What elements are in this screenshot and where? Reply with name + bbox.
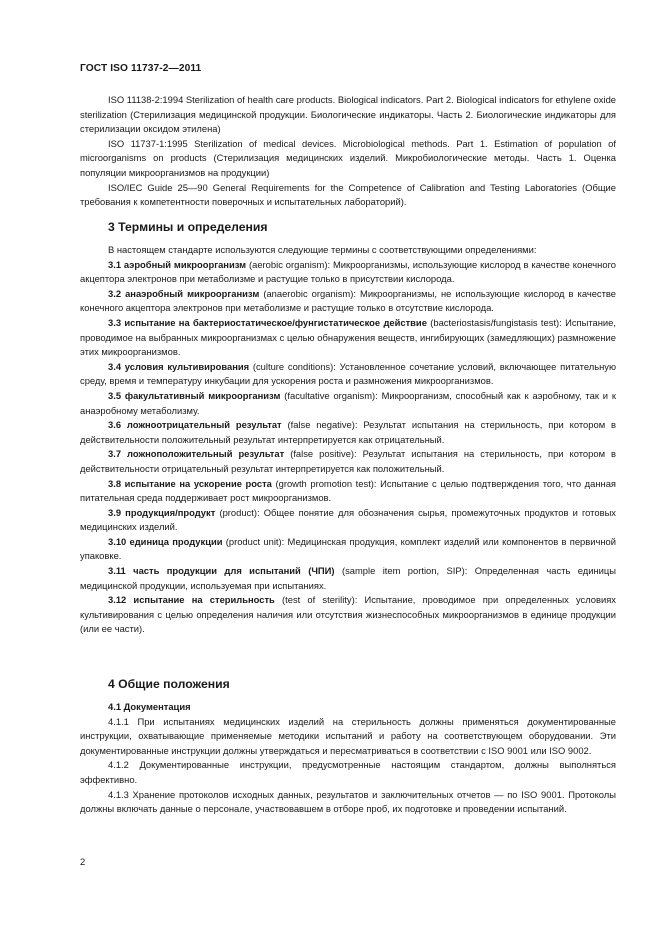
reference-item: ISO 11737-1:1995 Sterilization of medical devices. Microbiological methods. Part 1. Estimation of population of microorganisms on products (Стерилизация медицинских изделий. Микробиологические методы. Часть 1. Оценка популяции микроорганизмов на продукции) (80, 137, 616, 178)
term-definition (80, 258, 616, 287)
reference-item: ISO/IEC Guide 25—90 General Requirements for the Competence of Calibration and Testing Laboratories (Общие требования к компетентности поверочных и испытательных лабораторий). (80, 181, 616, 208)
section-3-title: 3 Термины и определения (108, 220, 268, 234)
term-text: (facultative organism): Микроорганизм, способный как к аэробному, так и к анаэробному метаболизму. (80, 389, 616, 416)
term-name: 3.1 аэробный микроорганизм (108, 258, 247, 270)
term-definition (80, 316, 616, 360)
term-name: 3.4 условия культивирования (108, 360, 250, 372)
section-4 (80, 676, 616, 817)
term-list (80, 258, 616, 637)
subsection-4-1-title: 4.1 Документация (108, 701, 191, 712)
term-text: (aerobic organism): Микроорганизмы, использующие кислород в качестве конечного акцептора электронов при метаболизме и растущие только в присутствии кислорода. (80, 258, 616, 285)
term-text: (product unit): Медицинская продукция, комплект изделий или компонентов в первичной упаковке. (80, 535, 616, 562)
term-text: (sample item portion, SIP): Определенная часть единицы медицинской продукции, используемая при испытаниях. (80, 565, 617, 591)
term-text: (culture conditions): Установленное сочетание условий, включающее питательную среду, время и температуру инкубации для ускорения роста и размножения микроорганизмов. (80, 360, 616, 387)
term-text: (bacteriostasis/fungistasis test): Испытание, проводимое на выбранных микроорганизмах с целью обнаружения веществ, ингибирующих (замедляющих) размножение этих микроорганизмов. (80, 316, 616, 358)
document-header: ГОСТ ISO 11737-2—2011 (80, 63, 202, 74)
section-3-intro: В настоящем стандарте используются следующие термины с соответствующими определениями: (108, 244, 537, 255)
paragraph: 4.1.3 Хранение протоколов исходных данных, результатов и заключительных отчетов — по ISO 9001. Протоколы должны включать данные о персонале, участвовавшем в отборе проб, их подготовке и проведении испытаний. (80, 788, 616, 815)
term-name: 3.10 единица продукции (108, 535, 223, 547)
section-4-title: 4 Общие положения (108, 677, 230, 691)
term-definition (80, 360, 616, 389)
reference-item: ISO 11138-2:1994 Sterilization of health care products. Biological indicators. Part 2. Biological indicators for ethylene oxide sterilization (Стерилизация медицинской продукции. Биологические индикаторы. Часть 2. Биологические индикаторы для стерилизации оксидом этилена) (80, 94, 616, 135)
term-name: 3.11 часть продукции для испытаний (ЧПИ) (108, 565, 335, 577)
term-name: 3.3 испытание на бактериостатическое/фунгистатическое действие (108, 316, 427, 328)
term-text: (product): Общее понятие для обозначения сырья, промежуточных продуктов и готовых медицинских изделий. (80, 506, 616, 533)
term-text: (anaerobic organism): Микроорганизмы, не использующие кислород в качестве конечного акцептора электронов при метаболизме и растущие только в отсутствие кислорода. (80, 287, 616, 314)
term-text: (false positive): Результат испытания на стерильность, при котором в действительности отрицательный результат интерпретируется как положительный. (80, 448, 616, 474)
term-name: 3.6 ложноотрицательный результат (108, 419, 282, 431)
term-name: 3.7 ложноположительный результат (108, 448, 285, 460)
term-name: 3.5 факультативный микроорганизм (108, 389, 281, 401)
page-number: 2 (80, 856, 86, 867)
term-definition (80, 447, 616, 476)
paragraph: 4.1.2 Документированные инструкции, предусмотренные настоящим стандартом, должны выполняться эффективно. (80, 759, 616, 785)
term-definition (80, 535, 616, 564)
paragraph: 4.1.1 При испытаниях медицинских изделий на стерильность должны применяться документированные инструкции, охватывающие применяемые методики испытаний и работу на соответствующем оборудовании. Эти документированные инструкции должны утверждаться и пересматриваться в соответствии с ISO 9001 или ISO 9002. (80, 715, 616, 756)
normative-references (80, 93, 616, 210)
term-definition (80, 506, 616, 535)
term-name: 3.9 продукция/продукт (108, 506, 216, 518)
term-name: 3.8 испытание на ускорение роста (108, 477, 272, 489)
term-definition (80, 389, 616, 418)
term-definition (80, 593, 616, 637)
term-definition (80, 418, 616, 447)
section-3 (80, 219, 616, 637)
term-text: (growth promotion test): Испытание с целью подтверждения того, что данная питательная среда поддерживает рост микроорганизмов. (80, 477, 616, 504)
term-text: (test of sterility): Испытание, проводимое при определенных условиях культивирования с целью определения наличия или отсутствия жизнеспособных микроорганизмов в единице продукции (или ее части). (80, 594, 616, 635)
term-definition (80, 564, 616, 593)
term-definition (80, 287, 616, 316)
term-text: (false negative): Результат испытания на стерильность, при котором в действительности положительный результат интерпретируется как отрицательный. (80, 419, 616, 445)
term-definition (80, 477, 616, 506)
term-name: 3.2 анаэробный микроорганизм (108, 287, 260, 299)
term-name: 3.12 испытание на стерильность (108, 594, 275, 606)
